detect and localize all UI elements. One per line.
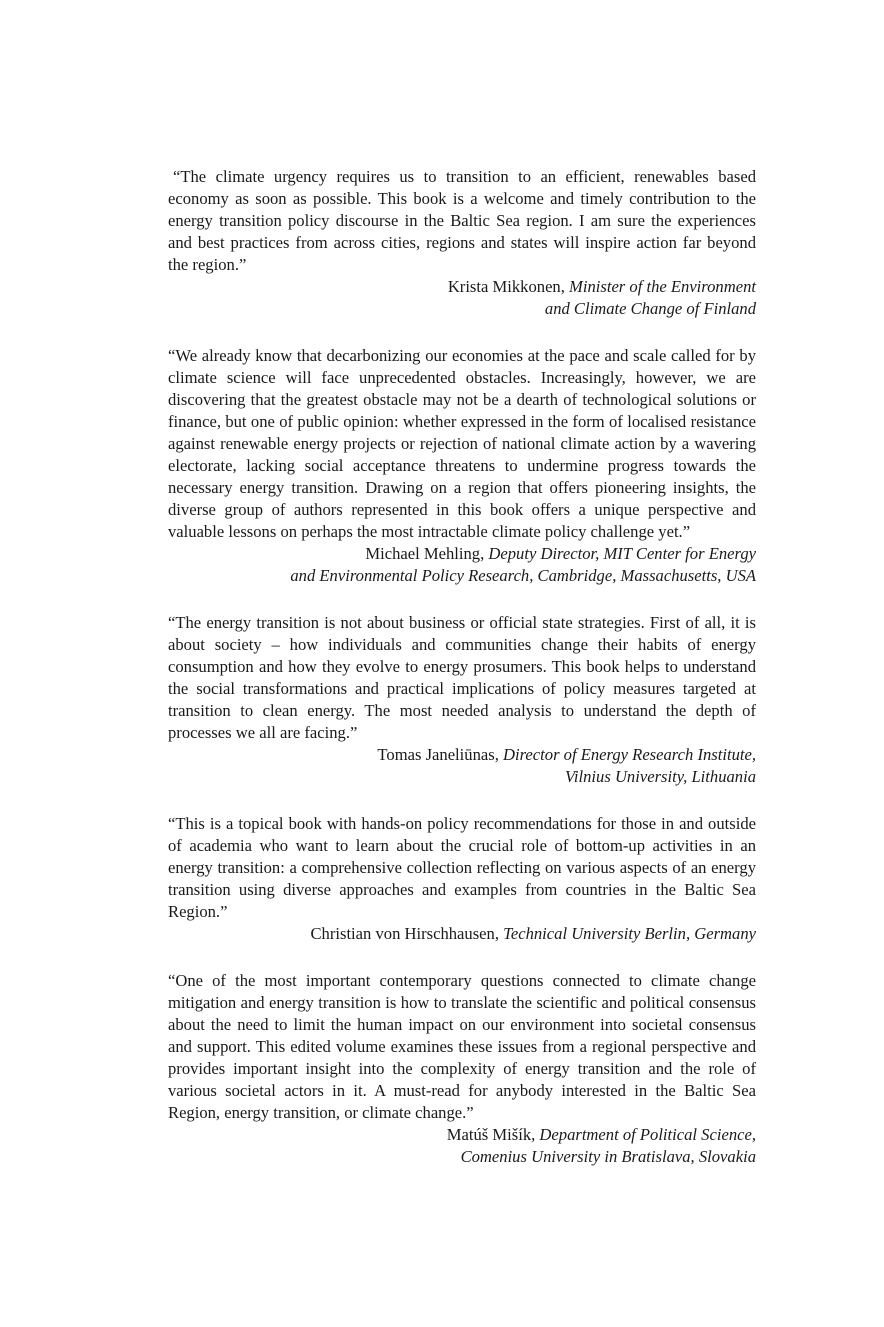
endorsement-quote: “We already know that decarbonizing our economies at the pace and scale called for by climate science will face unprecedented obstacles. Increasingly, however, we are discovering that the greatest obstacle may not be a dearth of technological solutions or finance, but one of public opinion: whether expressed in the form of localised resistance against renewable energy projects or rejection of national climate action by a wavering electorate, lacking social acceptance threatens to undermine progress towards the necessary energy transition. Drawing on a region that offers pioneering insights, the diverse group of authors represented in this book offers a unique perspective and valuable lessons on perhaps the most intractable climate policy challenge yet.” [168, 346, 756, 541]
endorser-name: Krista Mikkonen [447, 277, 561, 296]
endorser-role-continued: and Environmental Policy Research, Cambridge, Massachusetts, USA [290, 566, 756, 585]
endorsement-attribution [168, 1124, 756, 1168]
endorser-name: Christian von Hirschhausen [310, 924, 495, 943]
endorsement-quote: “One of the most important contemporary questions connected to climate change mitigation and energy transition is how to translate the scientific and political consensus about the need to limit the human impact on our environment into societal consensus and support. This edited volume examines these issues from a regional perspective and provides important insight into the complexity of energy transition and the role of various societal actors in it. A must-read for anybody interested in the Baltic Sea Region, energy transition, or climate change.” [168, 971, 756, 1122]
endorsement-attribution [168, 923, 756, 945]
endorser-name: Michael Mehling [365, 544, 481, 563]
endorsement-5 [168, 970, 756, 1168]
endorser-role: Department of Political Science, [539, 1125, 756, 1144]
endorsement-quote: “The climate urgency requires us to transition to an efficient, renewables based economy as soon as possible. This book is a welcome and timely contribution to the energy transition policy discourse in the Baltic Sea region. I am sure the experiences and best practices from across cities, regions and states will inspire action far beyond the region.” [168, 167, 756, 274]
endorsement-quote: “This is a topical book with hands-on policy recommendations for those in and outside of academia who want to learn about the crucial role of bottom-up activities in an energy transition: a comprehensive collection reflecting on various aspects of an energy transition using diverse approaches and examples from countries in the Baltic Sea Region.” [168, 814, 756, 921]
endorsement-attribution [168, 543, 756, 587]
endorsements-page [168, 166, 756, 1193]
endorser-role-continued: and Climate Change of Finland [544, 299, 756, 318]
endorsement-attribution [168, 276, 756, 320]
endorser-name: Matúš Mišík [446, 1125, 532, 1144]
endorsement-1 [168, 166, 756, 320]
endorsement-quote: “The energy transition is not about business or official state strategies. First of all, it is about society – how individuals and communities change their habits of energy consumption and how they evolve to energy prosumers. This book helps to understand the social transformations and practical implications of policy measures targeted at transition to clean energy. The most needed analysis to understand the depth of processes we all are facing.” [168, 613, 756, 742]
endorsement-2 [168, 345, 756, 587]
attribution-separator: , [560, 277, 570, 296]
endorser-role: Technical University Berlin, Germany [503, 924, 756, 943]
endorsement-4 [168, 813, 756, 945]
endorser-role: Deputy Director, MIT Center for Energy [488, 544, 756, 563]
attribution-separator: , [494, 745, 503, 764]
endorser-role-continued: Comenius University in Bratislava, Slovakia [460, 1147, 756, 1166]
endorser-role: Minister of the Environment [569, 277, 756, 296]
endorser-role: Director of Energy Research Institute, [503, 745, 756, 764]
attribution-separator: , [531, 1125, 540, 1144]
attribution-separator: , [494, 924, 504, 943]
endorser-name: Tomas Janeliūnas [377, 745, 495, 764]
endorsement-3 [168, 612, 756, 788]
endorser-role-continued: Vilnius University, Lithuania [565, 767, 756, 786]
endorsement-attribution [168, 744, 756, 788]
attribution-separator: , [480, 544, 489, 563]
